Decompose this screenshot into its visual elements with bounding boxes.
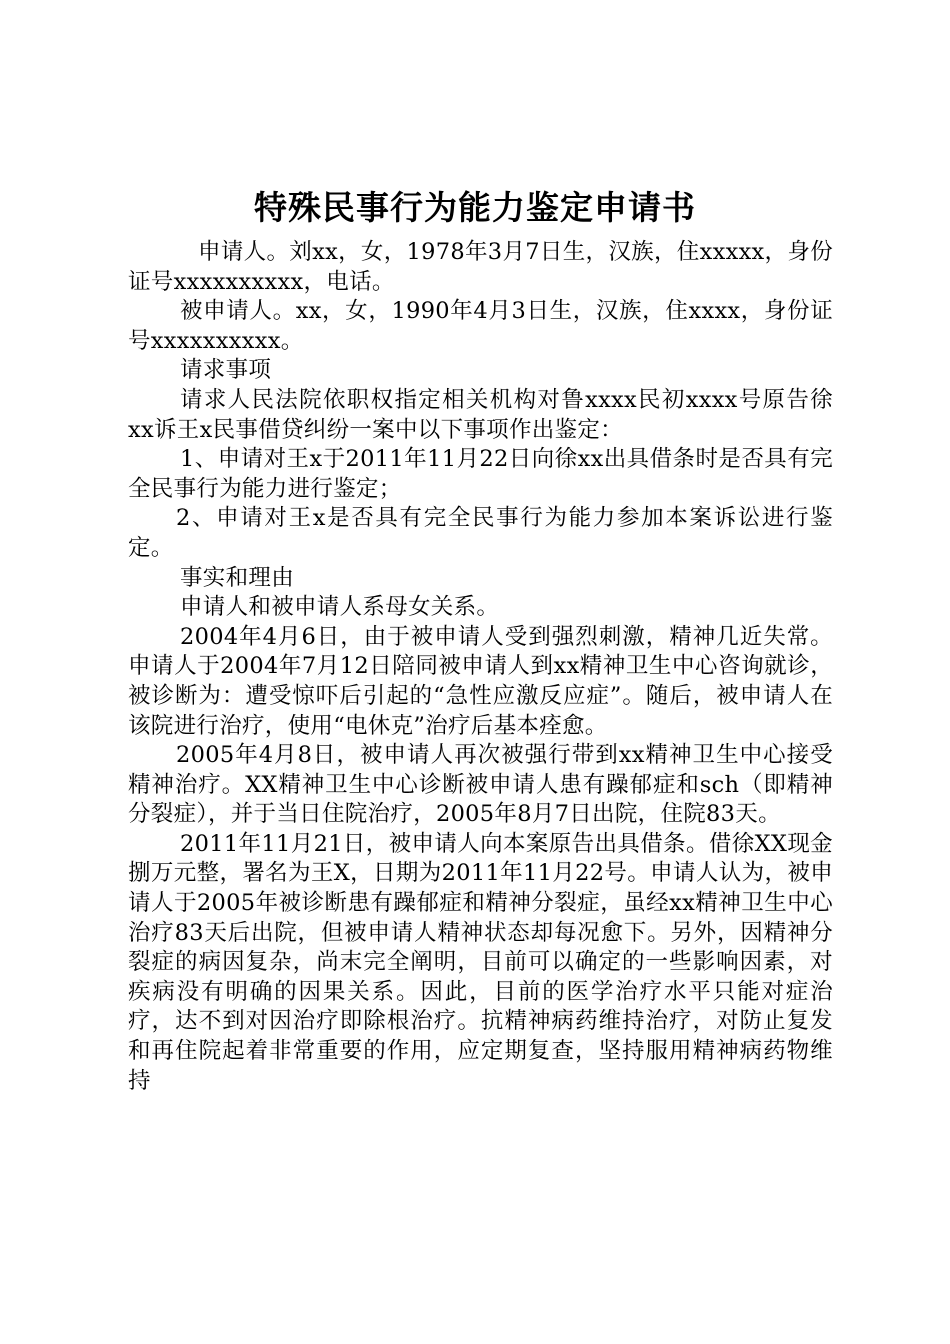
applicant-paragraph: 申请人。刘xx，女，1978年3月7日生，汉族，住xxxxx，身份证号xxxxxxxxxx，电话。 (128, 239, 833, 295)
document-title: 特殊民事行为能力鉴定申请书 (254, 188, 696, 227)
section-heading-facts: 事实和理由 (180, 564, 295, 591)
request-item-2: 2、申请对王x是否具有完全民事行为能力参加本案诉讼进行鉴定。 (128, 505, 833, 561)
section-heading-requests: 请求事项 (180, 357, 272, 384)
request-intro-paragraph: 请求人民法院依职权指定相关机构对鲁xxxx民初xxxx号原告徐xx诉王x民事借贷纠纷一案中以下事项作出鉴定： (128, 386, 833, 443)
respondent-paragraph: 被申请人。xx，女，1990年4月3日生，汉族，住xxxx，身份证号xxxxxxxxxx。 (128, 298, 833, 354)
relationship-paragraph: 申请人和被申请人系母女关系。 (180, 594, 500, 621)
fact-paragraph-2004: 2004年4月6日，由于被申请人受到强烈刺激，精神几近失常。申请人于2004年7月12日陪同被申请人到xx精神卫生中心咨询就诊，被诊断为：遭受惊吓后引起的“急性应激反应症”。随后，被申请人在该院进行治疗，使用“电休克”治疗后基本痊愈。 (128, 623, 833, 739)
request-item-1: 1、申请对王x于2011年11月22日向徐xx出具借条时是否具有完全民事行为能力进行鉴定； (128, 446, 833, 502)
fact-paragraph-2005: 2005年4月8日，被申请人再次被强行带到xx精神卫生中心接受精神治疗。XX精神卫生中心诊断被申请人患有躁郁症和sch（即精神分裂症），并于当日住院治疗，2005年8月7日出院，住院83天。 (128, 742, 833, 828)
fact-paragraph-2011: 2011年11月21日，被申请人向本案原告出具借条。借徐XX现金捌万元整，署名为王X，日期为2011年11月22号。申请人认为，被申请人于2005年被诊断患有躁郁症和精神分裂症，虽经xx精神卫生中心治疗83天后出院，但被申请人精神状态却每况愈下。另外，因精神分裂症的病因复杂，尚末完全阐明，目前可以确定的一些影响因素，对疾病没有明确的因果关系。因此，目前的医学治疗水平只能对症治疗，达不到对因治疗即除根治疗。抗精神病药维持治疗，对防止复发和再住院起着非常重要的作用，应定期复查，坚持服用精神病药物维持 (128, 830, 833, 1094)
document-body (128, 238, 833, 1096)
